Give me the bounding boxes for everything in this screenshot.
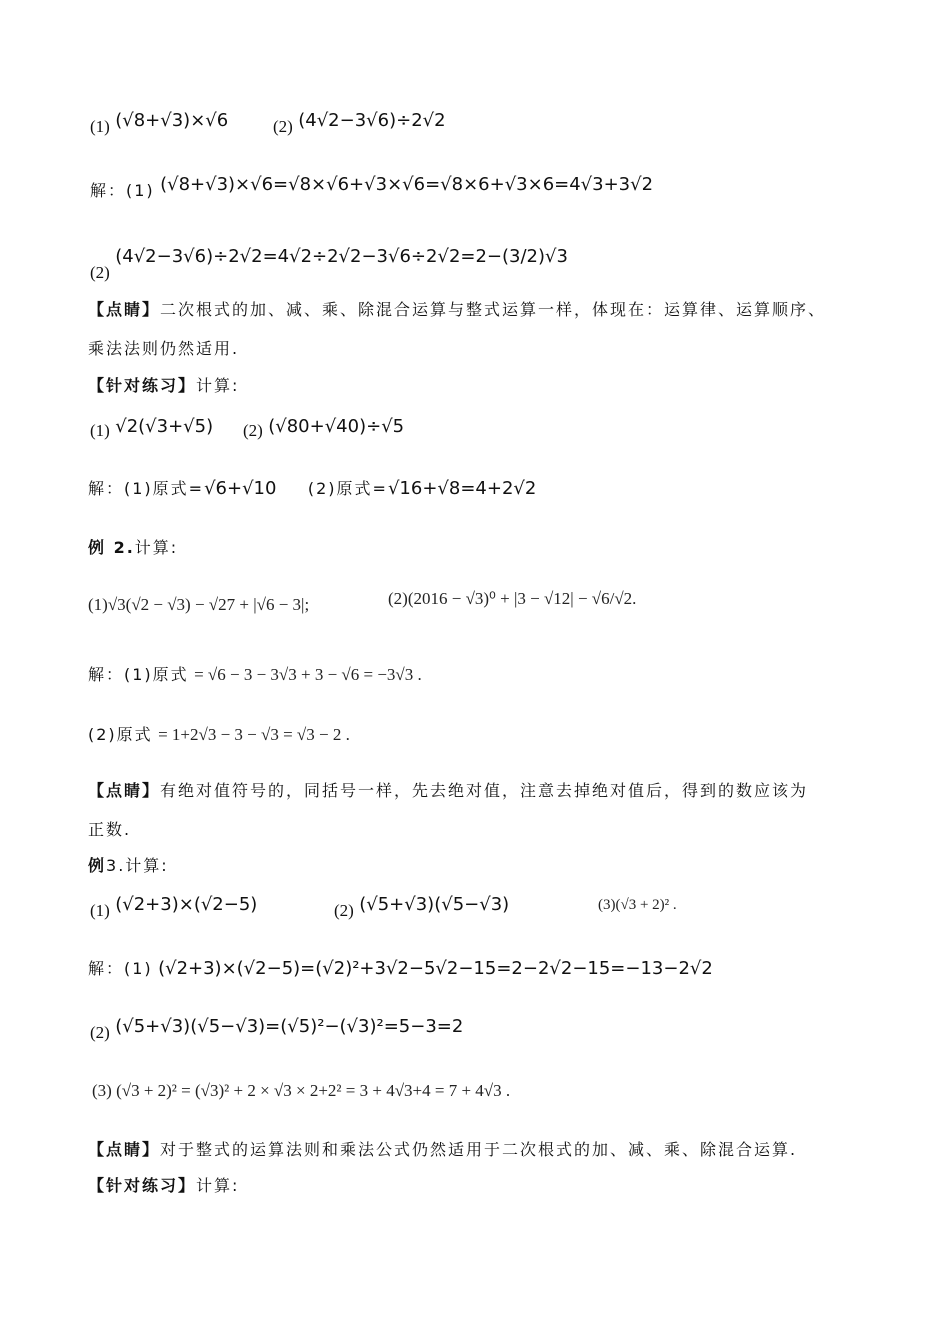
- example-2-problem-1: [88, 596, 309, 613]
- math-expression: (√8+√3)×√6=√8×√6+√3×√6=√8×6+√3×6=4√3+3√2: [160, 174, 654, 195]
- tip-2: 【点睛】有绝对值符号的，同括号一样，先去绝对值，注意去掉绝对值后，得到的数应该为: [88, 781, 809, 800]
- tip-3: 【点睛】对于整式的运算法则和乘法公式仍然适用于二次根式的加、减、乘、除混合运算.: [88, 1140, 798, 1159]
- example-2-solution-1: 解：(1)原式 = √6 − 3 − 3√3 + 3 − √6 = −3√3 .: [88, 665, 422, 684]
- example-3-solution-1: 解：(1) (√2+3)×(√2−5)=(√2)²+3√2−5√2−15=2−2√2−15=−13−2√2: [88, 958, 713, 979]
- example-3-solution-2: (2) (√5+√3)(√5−√3)=(√5)²−(√3)²=5−3=2: [90, 1016, 464, 1042]
- math-expression: (√8+√3)×√6: [115, 110, 229, 131]
- math-expression: = 1+2√3 − 3 − √3 = √3 − 2 .: [158, 725, 350, 744]
- example-3-heading: 例3.计算:: [88, 856, 169, 875]
- math-expression: √6+√10: [204, 478, 277, 499]
- example-tag: 例: [88, 856, 107, 875]
- math-expression: (√5+√3)(√5−√3)=(√5)²−(√3)²=5−3=2: [115, 1016, 464, 1037]
- example-2-solution-2: (2)原式 = 1+2√3 − 3 − √3 = √3 − 2 .: [88, 725, 350, 744]
- practice-tag: 【针对练习】: [88, 376, 197, 395]
- math-expression: (4√2−3√6)÷2√2: [298, 110, 446, 131]
- math-expression: (√2+3)×(√2−5)=(√2)²+3√2−5√2−15=2−2√2−15=−13−2√2: [158, 958, 713, 979]
- math-expression: (3) (√3 + 2)² = (√3)² + 2 × √3 × 2+2² = 3 + 4√3+4 = 7 + 4√3 .: [92, 1081, 511, 1100]
- math-expression: = √6 − 3 − 3√3 + 3 − √6 = −3√3 .: [194, 665, 422, 684]
- solution-1-line-1: 解：(1) (√8+√3)×√6=√8×√6+√3×√6=√8×6+√3×6=4√3+3√2: [90, 174, 654, 200]
- math-expression: (3)(√3 + 2)² .: [598, 897, 677, 913]
- practice-2-heading: 【针对练习】计算:: [88, 1176, 240, 1195]
- math-expression: (√2+3)×(√2−5): [115, 894, 258, 915]
- tip-1: 【点睛】二次根式的加、减、乘、除混合运算与整式运算一样，体现在：运算律、运算顺序、: [88, 300, 827, 319]
- example-tag: 例 2.: [88, 538, 135, 557]
- math-expression: (√80+√40)÷√5: [268, 416, 405, 437]
- solution-1-line-2: (2) (4√2−3√6)÷2√2=4√2÷2√2−3√6÷2√2=2−(3/2)√3: [90, 246, 568, 282]
- tip-tag: 【点睛】: [88, 1140, 161, 1159]
- tip-2-continued: 正数.: [88, 820, 132, 839]
- problem-1-2: (2) (4√2−3√6)÷2√2: [273, 110, 446, 136]
- example-2-heading: 例 2.计算:: [88, 538, 179, 557]
- practice-1-heading: 【针对练习】计算:: [88, 376, 240, 395]
- tip-tag: 【点睛】: [88, 781, 161, 800]
- math-expression: (1)√3(√2 − √3) − √27 + |√6 − 3|;: [88, 595, 310, 614]
- example-3-problem-2: (2) (√5+√3)(√5−√3): [334, 894, 510, 920]
- example-2-problem-2: [388, 590, 636, 607]
- math-expression: (4√2−3√6)÷2√2=4√2÷2√2−3√6÷2√2=2−(3/2)√3: [115, 246, 568, 267]
- practice-tag: 【针对练习】: [88, 1176, 197, 1195]
- math-expression: (√5+√3)(√5−√3): [359, 894, 510, 915]
- problem-1-1: (1) (√8+√3)×√6: [90, 110, 229, 136]
- tip-tag: 【点睛】: [88, 300, 161, 319]
- practice-1-problem-1: (1) √2(√3+√5): [90, 416, 214, 440]
- practice-1-answer: 解：(1)原式=√6+√10 (2)原式=√16+√8=4+2√2: [88, 478, 537, 499]
- math-expression: √16+√8=4+2√2: [387, 478, 537, 499]
- practice-1-problem-2: (2) (√80+√40)÷√5: [243, 416, 405, 440]
- example-3-problem-1: (1) (√2+3)×(√2−5): [90, 894, 258, 920]
- example-3-problem-3: [598, 898, 677, 913]
- math-expression: (2)(2016 − √3)⁰ + |3 − √12| − √6/√2.: [388, 589, 637, 608]
- example-3-solution-3: [92, 1082, 510, 1099]
- tip-1-continued: 乘法法则仍然适用.: [88, 339, 240, 358]
- math-expression: √2(√3+√5): [115, 416, 214, 437]
